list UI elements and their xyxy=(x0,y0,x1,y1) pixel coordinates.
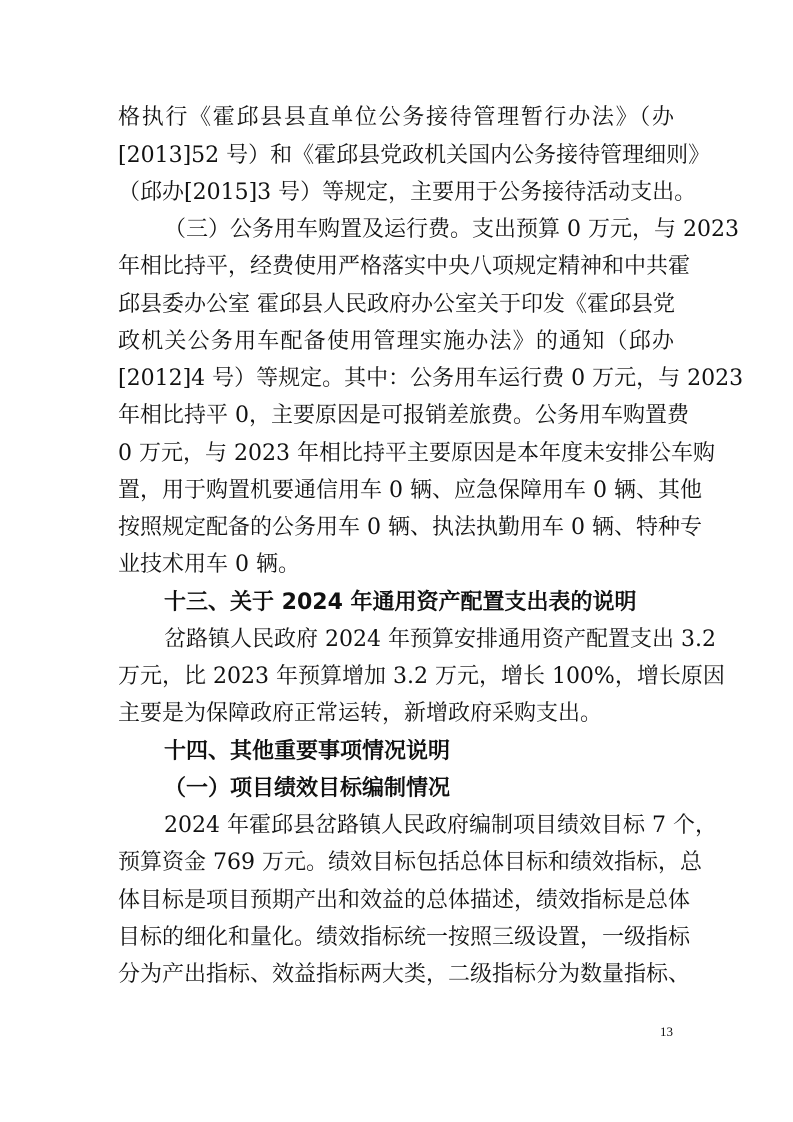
page-number: 13 xyxy=(660,1024,673,1039)
text-line: 主要是为保障政府正常运转，新增政府采购支出。 xyxy=(118,701,603,726)
text-line: 置，用于购置机要通信用车 0 辆、应急保障用车 0 辆、其他 xyxy=(118,478,702,503)
text-line: 邱县委办公室 霍邱县人民政府办公室关于印发《霍邱县党 xyxy=(118,292,675,317)
subsection-heading: （一）项目绩效目标编制情况 xyxy=(164,776,451,801)
text-line: 岔路镇人民政府 2024 年预算安排通用资产配置支出 3.2 xyxy=(164,627,716,652)
text-line: （三）公务用车购置及运行费。支出预算 0 万元，与 2023 xyxy=(164,217,739,242)
text-line: 分为产出指标、效益指标两大类，二级指标分为数量指标、 xyxy=(118,962,691,987)
text-line: 2024 年霍邱县岔路镇人民政府编制项目绩效目标 7 个， xyxy=(164,813,717,838)
text-line: 0 万元，与 2023 年相比持平主要原因是本年度未安排公车购 xyxy=(118,441,715,466)
text-line: 目标的细化和量化。绩效指标统一按照三级设置，一级指标 xyxy=(118,925,691,950)
text-line: 业技术用车 0 辆。 xyxy=(118,552,300,577)
text-line: 政机关公务用车配备使用管理实施办法》的通知（邱办 xyxy=(118,329,674,354)
text-line: 年相比持平 0，主要原因是可报销差旅费。公务用车购置费 xyxy=(118,403,689,428)
text-line: [2012]4 号）等规定。其中：公务用车运行费 0 万元，与 2023 xyxy=(118,366,744,391)
text-line: 万元，比 2023 年预算增加 3.2 万元，增长 100%，增长原因 xyxy=(118,664,725,689)
section-heading: 十三、关于 2024 年通用资产配置支出表的说明 xyxy=(164,590,637,615)
section-heading: 十四、其他重要事项情况说明 xyxy=(164,739,451,764)
text-line: （邱办[2015]3 号）等规定，主要用于公务接待活动支出。 xyxy=(118,180,697,205)
text-line: 按照规定配备的公务用车 0 辆、执法执勤用车 0 辆、特种专 xyxy=(118,515,702,540)
text-line: 格执行《霍邱县县直单位公务接待管理暂行办法》（办 xyxy=(118,105,674,130)
text-line: 年相比持平，经费使用严格落实中央八项规定精神和中共霍 xyxy=(118,254,691,279)
text-line: 体目标是项目预期产出和效益的总体描述，绩效指标是总体 xyxy=(118,888,691,913)
text-line: 预算资金 769 万元。绩效目标包括总体目标和绩效指标，总 xyxy=(118,850,702,875)
text-line: [2013]52 号）和《霍邱县党政机关国内公务接待管理细则》 xyxy=(118,143,711,168)
